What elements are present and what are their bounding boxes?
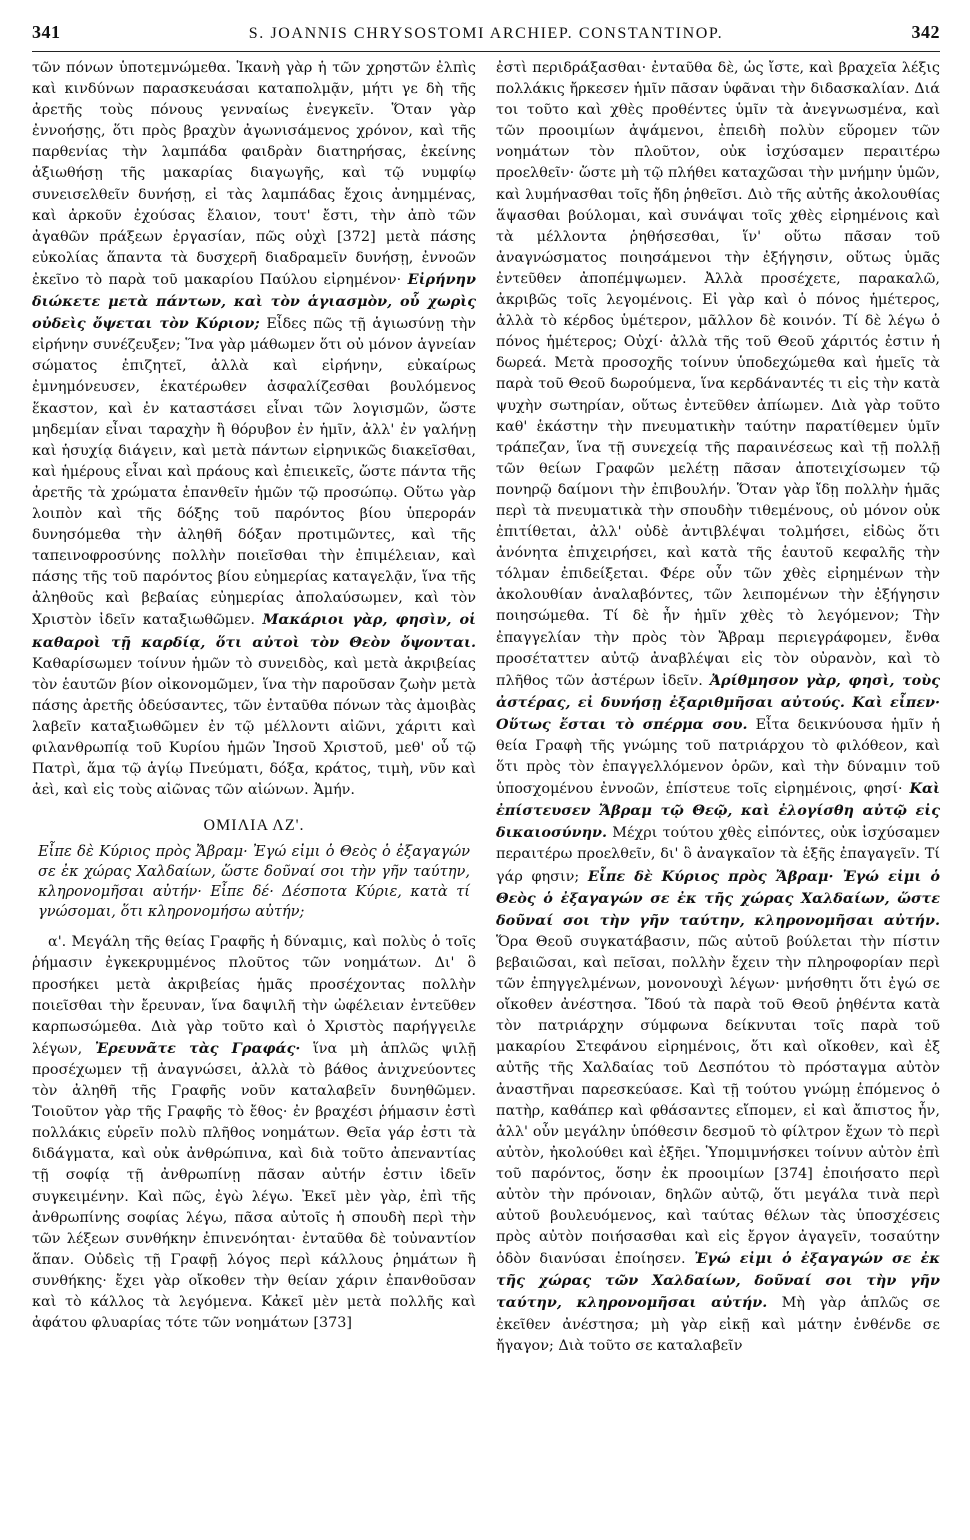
right-text-1b: Εἶτα δεικνύουσα ἡμῖν ἡ θεία Γραφὴ τῆς γνώμης τοῦ πατριάρχου τὸ φιλόθεον, καὶ ὅτι πρὸς τὸν ἐπαγγελλόμενον ὁρῶν, καὶ τὴν δύναμιν τοῦ ὑποσχομένου ἐννοῶν, ἐπίστευε τοῖς εἰρημένοις, φησί· [496, 716, 941, 798]
left-text-1b: Εἶδες πῶς τῇ ἁγιωσύνῃ τὴν εἰρήνην συνέζευξεν; Ἵνα γὰρ μάθωμεν ὅτι οὐ μόνον ἁγνείαν σώματος ἐπιζητεῖ, ἀλλὰ καὶ εἰρήνην, εὐκαίρως ἐμνημόνευσεν, ἑκατέρωθεν ἀσφαλίζεσθαι βουλόμενος ἕκαστον, καὶ ἐν καταστάσει εἶναι τῶν λογισμῶν, ὥστε μηδεμίαν εἶναι ταραχὴν ἢ θόρυβον ἐν ἡμῖν, ἀλλ' ἐν γαλήνῃ καὶ ἡσυχίᾳ διάγειν, καὶ μετὰ πάντων εἰρηνικῶς διακεῖσθαι, καὶ ἡμέρους εἶναι καὶ πράους καὶ ἐπιεικεῖς, ὥστε πάντα τῆς ἀρετῆς τὰ χρώματα ἐπανθεῖν ἡμῶν τῷ προσώπῳ. Οὕτω γὰρ λοιπὸν καὶ τῆς δόξης τοῦ παρόντος βίου ὑπεροράν δυνησόμεθα τὴν ἀληθῆ δόξαν προτιμῶντες, καὶ τῆς ταπεινοφροσύνης πολλὴν ποιεῖσθαι τὴν ἐπιμέλειαν, καὶ πάσης τῆς τοῦ παρόντος βίου εὐημερίας καταγελᾷν, ἵνα τῆς ἀληθοῦς καὶ βεβαίας εὐημερίας ἀπολαύσωμεν, καὶ τὸν Χριστὸν ἰδεῖν καταξιωθῶμεν. [32, 316, 476, 629]
homily-scripture-text: Εἶπε δὲ Κύριος πρὸς Ἄβραμ· Ἐγώ εἰμι ὁ Θεὸς ὁ ἐξαγαγών σε ἐκ χώρας Χαλδαίων, ὥστε δοῦναί σοι τὴν γῆν ταύτην, κληρονομῆσαι αὐτήν· Εἶπε δέ· Δέσποτα Κύριε, κατὰ τί γνώσομαι, ὅτι κληρονομήσω αὐτήν; [38, 843, 470, 921]
right-scripture-quote-3: Εἶπε δὲ Κύριος πρὸς Ἄβραμ· Ἐγώ εἰμι ὁ Θεὸς ὁ ἐξαγαγών σε ἐκ τῆς χώρας Χαλδαίων, ὥστε δοῦναί σοι τὴν γῆν ταύτην, κληρονομῆσαι αὐτήν. [496, 867, 941, 929]
right-scripture-quote-2: Καὶ ἐπίστευσεν Ἄβραμ τῷ Θεῷ, καὶ ἐλογίσθη αὐτῷ εἰς δικαιοσύνην. [496, 780, 940, 842]
left-text-1c: Καθαρίσωμεν τοίνυν ἡμῶν τὸ συνειδὸς, καὶ μετὰ ἀκριβείας τὸν ἑαυτῶν βίον οἰκονομῶμεν, ἵνα τὴν παροῦσαν ζωὴν μετὰ πάσης ἀρετῆς ὁδεύσαντες, τῶν ἐνταῦθα πόνων τὰς ἀμοιβὰς λαβεῖν καταξιωθῶμεν ἐν τῷ μέλλοντι αἰῶνι, χάριτι καὶ φιλανθρωπίᾳ τοῦ Κυρίου ἡμῶν Ἰησοῦ Χριστοῦ, μεθ' οὗ τῷ Πατρὶ, ἅμα τῷ ἁγίῳ Πνεύματι, δόξα, κράτος, τιμὴ, νῦν καὶ ἀεὶ, καὶ εἰς τοὺς αἰῶνας τῶν αἰώνων. Ἀμήν. [32, 655, 476, 799]
right-text-1c: Μέχρι τούτου χθὲς εἰπόντες, οὐκ ἰσχύσαμεν περαιτέρω προελθεῖν, δι' ὃ ἀναγκαῖον τὰ ἑξῆς ἐπαγαγεῖν. Τί γάρ φησιν; [496, 825, 940, 885]
right-scripture-quote-4: Ἐγώ εἰμι ὁ ἐξαγαγών σε ἐκ τῆς χώρας τῶν Χαλδαίων, δοῦναί σοι τὴν γῆν ταύτην, κληρονομῆσαι αὐτήν. [496, 1250, 940, 1312]
running-title: S. JOANNIS CHRYSOSTOMI ARCHIEP. CONSTANTINOP. [248, 25, 724, 42]
homily-title: ΟΜΙΛΙΑ ΛΖ'. [203, 817, 305, 835]
running-head [32, 22, 940, 52]
text-columns [32, 58, 940, 1357]
left-text-2a: α'. Μεγάλη τῆς θείας Γραφῆς ἡ δύναμις, καὶ πολὺς ὁ τοῖς ῥήμασιν ἐγκεκρυμμένος πλοῦτος τῶν νοημάτων. Δι' ὃ προσήκει μετὰ ἀκριβείας ἡμᾶς προσέχοντας πολλὴν ποιεῖσθαι τὴν ἔρευναν, ἵνα δαψιλῆ τὴν ὠφέλειαν ἐντεῦθεν καρπωσώμεθα. Διὰ γὰρ τοῦτο καὶ ὁ Χριστὸς παρήγγειλε λέγων, [32, 934, 476, 1057]
right-scripture-quote-1: Ἀρίθμησον γὰρ, φησὶ, τοὺς ἀστέρας, εἰ δυνήσῃ ἐξαριθμῆσαι αὐτούς. Καὶ εἶπεν· Οὕτως ἔσται τὸ σπέρμα σου. [496, 671, 940, 733]
left-paragraph-1 [32, 58, 476, 801]
left-column [32, 58, 476, 1357]
right-text-1d: Ὅρα Θεοῦ συγκατάβασιν, πῶς αὐτοῦ βούλεται τὴν πίστιν βεβαιῶσαι, καὶ πεῖσαι, πολλὴν ἔχειν τὴν πληροφορίαν περὶ τῶν ἐπηγγελμένων, μονονουχὶ λέγων· μνήσθητι ὅτι ἐγώ σε οἴκοθεν ἀνέστησα. Ἴδού τὰ παρὰ τοῦ Θεοῦ ῥηθέντα κατὰ τὸν πατριάρχην σύμφωνα δείκνυται τοῖς παρὰ τοῦ μακαρίου Στεφάνου εἰρημένοις, ὅτι καὶ οἴκοθεν, καὶ ἐξ αὐτῆς τῆς Χαλδαίας τοῦ Δεσπότου τὸ πρόσταγμα αὐτὸν ἀναστῆναι παρεσκεύασε. Καὶ τῇ τούτου γνώμῃ ἑπόμενος ὁ πατὴρ, καθάπερ καὶ φθάσαντες εἴπομεν, εἰ καὶ ἄπιστος ἦν, ἀλλ' οὖν μεγάλην ὑπόθεσιν δεσμοῦ τὸ φίλτρον ἔχων τὸ περὶ αὐτὸν, ἠκολούθει καὶ ἐξῆει. Ὑπομιμνήσκει τοίνυν αὐτὸν ἐπὶ τοῦ παρόντος, ὅσην ἐκ προοιμίων [374] ἐποιήσατο περὶ αὐτὸν τὴν πρόνοιαν, δηλῶν αὐτῷ, ὅτι μεγάλα τινὰ περὶ αὐτοῦ βουλευόμενος, καὶ ταύτας θέλων τὰς ὑποσχέσεις πρὸς αὐτὸν ποιήσασθαι καὶ εἰς ἔργον ἀγαγεῖν, τοσαύτην ὁδὸν διανύσαι ἐποίησεν. [496, 933, 940, 1268]
right-column [496, 58, 940, 1357]
left-text-2b: ἵνα μὴ ἁπλῶς ψιλῇ προσέχωμεν τῇ ἀναγνώσει, ἀλλὰ τὸ βάθος ἀνιχνεύοντες τὸν ἀληθῆ τῆς Γραφῆς νοῦν καταλαβεῖν δυνηθῶμεν. Τοιοῦτον γὰρ τῆς Γραφῆς τὸ ἔθος· ἐν βραχέσι ῥήμασιν ἐστὶ πολλάκις εὑρεῖν πολὺ πλῆθος νοημάτων. Θεῖα γάρ ἐστι τὰ διδάγματα, καὶ οὐκ ἀνθρώπινα, καὶ διὰ τοῦτο ἀπεναντίας τῇ σοφίᾳ τῇ ἀνθρωπίνῃ πᾶσαν αὐτήν ἐστιν ἰδεῖν συγκειμένην. Καὶ πῶς, ἐγὼ λέγω. Ἐκεῖ μὲν γὰρ, ἐπὶ τῆς ἀνθρωπίνης σοφίας λέγω, πᾶσα αὐτοῖς ἡ σπουδὴ περὶ τὴν τῶν λέξεων συνθήκην ἐπινενόηται· ἐνταῦθα δὲ τοὐναντίον ἅπαν. Οὐδεὶς τῇ Γραφῇ λόγος περὶ κάλλους ῥημάτων ἢ συνθήκης· ἔχει γὰρ οἴκοθεν τὴν θείαν χάριν ἐπανθοῦσαν καὶ τὸ κάλλος τὰ λεγόμενα. Κἀκεῖ μὲν μετὰ πολλῆς καὶ ἀφάτου φλυαρίας τότε τῶν νοημάτων [373] [32, 1040, 476, 1332]
right-text-1a: ἐστὶ περιδράξασθαι· ἐνταῦθα δὲ, ὡς ἴστε, καὶ βραχεῖα λέξις πολλάκις ἤρκεσεν ἡμῖν πᾶσαν ὑφᾶναι τὴν διδασκαλίαν. Διά τοι τοῦτο καὶ χθὲς προθέντες ὑμῖν τὰ ἀνεγνωσμένα, καὶ τῶν προοιμίων ἀψάμενοι, ἐπειδὴ πολὺν εὕρομεν τῶν νοημάτων τὸν πλοῦτον, οὐκ ἰσχύσαμεν περαιτέρω προελθεῖν· ὥστε μὴ τῷ πλήθει καταχῶσαι τὴν μνήμην ὑμῶν, καὶ λυμήνασθαι τοῖς ἤδη ῥηθεῖσι. Διὸ τῆς αὐτῆς ἀκολουθίας ἅψασθαι βούλομαι, καὶ συνάψαι τοῖς χθὲς εἰρημένοις καὶ τὰ μέλλοντα ῥηθήσεσθαι, ἵν' οὕτω πᾶσαν τοῦ ἀναγνώσματος ποιησάμενοι τὴν ἐξήγησιν, οὕτως ὑμᾶς ἐντεῦθεν ἀποπέμψωμεν. Ἀλλὰ προσέχετε, παρακαλῶ, ἀκριβῶς τοῖς λεγομένοις. Εἰ γὰρ καὶ ὁ πόνος ἡμέτερος, ἀλλὰ τὸ κέρδος ὑμέτερον, μᾶλλον δὲ κοινόν. Τί δὲ λέγω ὁ πόνος ἡμέτερος; Οὐχί· ἀλλὰ τῆς τοῦ Θεοῦ χάριτός ἐστιν ἡ δωρεά. Μετὰ προσοχῆς τοίνυν ὑποδεχώμεθα καὶ ἡμεῖς τὰ παρὰ τοῦ Θεοῦ δωρούμενα, ἵνα κερδάναντές τι εἰς τὴν κατὰ ψυχὴν σωτηρίαν, οὕτως ἐντεῦθεν ἀπίωμεν. Διὰ γὰρ τοῦτο καθ' ἑκάστην τὴν πνευματικὴν ταύτην παρατίθεμεν ὑμῖν τράπεζαν, ἵνα τῇ συνεχείᾳ τῆς παραινέσεως καὶ τῇ πολλῇ τῶν θείων Γραφῶν μελέτῃ πᾶσαν ἀποτειχίσωμεν τῷ πονηρῷ δαίμονι τὴν ἐπιβουλήν. Ὅταν γὰρ ἴδῃ πολλὴν ἡμᾶς περὶ τὰ πνευματικὰ τὴν σπουδὴν τιθεμένους, οὐ μόνον οὐκ ἐπιτίθεται, ἀλλ' οὐδὲ ἀντιβλέψαι τολμήσει, εἰδὼς ὅτι ἀνόνητα ἐπιχειρήσει, καὶ κατὰ τῆς ἑαυτοῦ κεφαλῆς τὴν τόλμαν ἐπιδείξεται. Φέρε οὖν τῶν χθὲς εἰρημένων τὴν ἀκολουθίαν ἀναλαβόντες, τῶν λειπομένων τὴν ἐξήγησιν ποιησώμεθα. Τί δὲ ἦν ἡμῖν χθὲς τὸ λεγόμενον; Τὴν ἐπαγγελίαν τὴν πρὸς τὸν Ἄβραμ περιεγράφομεν, ἔνθα προσέταττεν αὐτῷ ἀναβλέψαι εἰς τὸν οὐρανὸν, καὶ τὸ πλῆθος τῶν ἀστέρων ἰδεῖν. [496, 60, 940, 689]
left-scripture-quote-3: Ἐρευνᾶτε τὰς Γραφάς· [94, 1039, 301, 1057]
left-text-1a: τῶν πόνων ὑποτεμνώμεθα. Ἱκανὴ γὰρ ἡ τῶν χρηστῶν ἐλπὶς καὶ κινδύνων παρασκευάσαι καταπολμᾷν, μήτι γε δὴ τῆς ἀρετῆς τοὺς πόνους γενναίως ἐνεγκεῖν. Ὅταν γὰρ ἐννοήσῃς, ὅτι πρὸς βραχὺν ἀγωνισάμενος χρόνον, καὶ τῆς παρθενίας τὴν λαμπάδα φαιδρὰν διατηρήσας, ἐκείνης ἀξιωθήσῃ τῆς μακαρίας διαγωγῆς, καὶ τῷ νυμφίῳ συνεισελθεῖν δυνήσῃ, εἰ τὰς λαμπάδας ἔχοις ἀνημμένας, καὶ ἀρκοῦν ἐχούσας ἔλαιον, τουτ' ἔστι, τὴν ἀπὸ τῶν ἀγαθῶν πράξεων ἐργασίαν, πῶς οὐχὶ [372] μετὰ πάσης εὐκολίας ἅπαντα τὰ δυσχερῆ διαδραμεῖν δυνήσῃ, ἐννοῶν ἐκεῖνο τὸ παρὰ τοῦ μακαρίου Παύλου εἰρημένον· [32, 60, 476, 288]
right-paragraph-1 [496, 58, 940, 1357]
right-page-number: 342 [911, 22, 940, 42]
left-page-number: 341 [32, 22, 61, 42]
left-scripture-quote-1: Εἰρήνην διώκετε μετὰ πάντων, καὶ τὸν ἁγιασμὸν, οὗ χωρὶς οὐδεὶς ὄψεται τὸν Κύριον; [32, 270, 477, 333]
left-paragraph-2 [32, 932, 476, 1334]
right-text-1e: Μὴ γὰρ ἁπλῶς σε ἐκεῖθεν ἀνέστησα; μὴ γὰρ εἰκῇ καὶ μάτην ἐνθένδε σε ἤγαγον; Διὰ τοῦτο σε καταλαβεῖν [496, 1295, 941, 1354]
left-scripture-quote-2: Μακάριοι γὰρ, φησὶν, οἱ καθαροὶ τῇ καρδίᾳ, ὅτι αὐτοὶ τὸν Θεὸν ὄψονται. [32, 611, 476, 651]
